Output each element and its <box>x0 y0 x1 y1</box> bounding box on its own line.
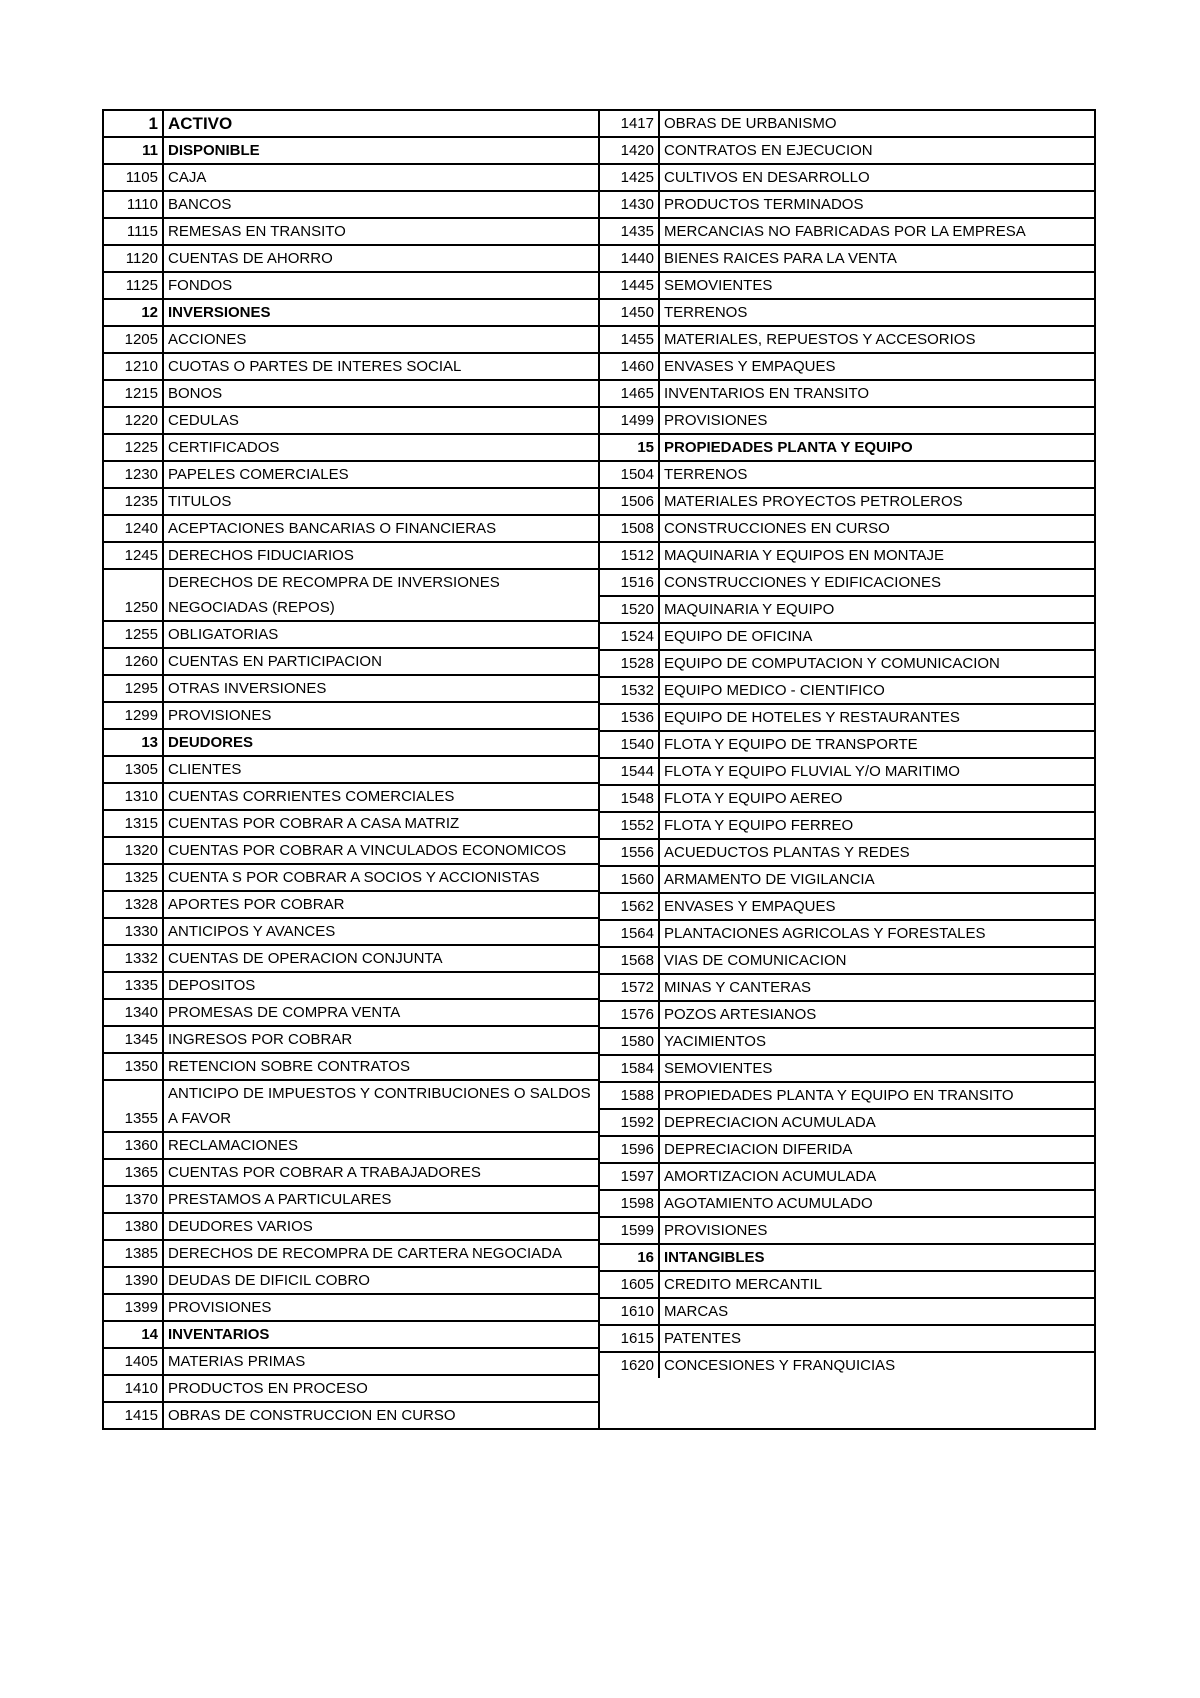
account-code: 1115 <box>104 218 163 245</box>
account-code: 1568 <box>600 947 659 974</box>
account-row <box>600 434 1094 461</box>
account-code: 1350 <box>104 1053 163 1080</box>
account-row <box>104 191 598 218</box>
account-name: PROVISIONES <box>163 1294 598 1321</box>
account-table <box>102 109 1096 1430</box>
account-code: 1445 <box>600 272 659 299</box>
account-name: BIENES RAICES PARA LA VENTA <box>659 245 1094 272</box>
account-name: OBRAS DE CONSTRUCCION EN CURSO <box>168 1407 456 1424</box>
account-code: 1596 <box>600 1136 659 1163</box>
account-code: 1584 <box>600 1055 659 1082</box>
account-row <box>600 1082 1094 1109</box>
account-name: ENVASES Y EMPAQUES <box>659 893 1094 920</box>
account-row <box>600 164 1094 191</box>
left-column <box>104 111 598 1428</box>
account-name: CUENTAS POR COBRAR A VINCULADOS ECONOMICOS <box>163 837 598 864</box>
account-code: 1125 <box>104 272 163 299</box>
account-row <box>104 1132 598 1159</box>
account-code: 1390 <box>104 1267 163 1294</box>
account-name: MERCANCIAS NO FABRICADAS POR LA EMPRESA <box>659 218 1094 245</box>
account-code: 1260 <box>104 648 163 675</box>
account-row <box>600 542 1094 569</box>
account-name: REMESAS EN TRANSITO <box>163 218 598 245</box>
account-name: OTRAS INVERSIONES <box>163 675 598 702</box>
account-name: TERRENOS <box>659 461 1094 488</box>
account-code: 1520 <box>600 596 659 623</box>
account-code: 1420 <box>600 137 659 164</box>
account-code: 1528 <box>600 650 659 677</box>
account-code: 1564 <box>600 920 659 947</box>
account-code: 1540 <box>600 731 659 758</box>
account-row <box>104 164 598 191</box>
account-code: 12 <box>104 299 163 326</box>
account-name: ANTICIPO DE IMPUESTOS Y CONTRIBUCIONES O SALDOS A FAVOR <box>163 1080 598 1132</box>
account-row <box>600 191 1094 218</box>
account-row <box>104 837 598 864</box>
account-row <box>104 1080 598 1132</box>
account-code: 1572 <box>600 974 659 1001</box>
account-row <box>600 704 1094 731</box>
account-row <box>600 407 1094 434</box>
account-row <box>600 1271 1094 1298</box>
account-row <box>600 677 1094 704</box>
account-row <box>104 918 598 945</box>
account-code: 1524 <box>600 623 659 650</box>
account-code: 1315 <box>104 810 163 837</box>
account-name: EQUIPO DE OFICINA <box>659 623 1094 650</box>
account-code: 14 <box>104 1321 163 1348</box>
account-row <box>600 1352 1094 1378</box>
account-name: TERRENOS <box>659 299 1094 326</box>
account-code: 15 <box>600 434 659 461</box>
account-code: 1599 <box>600 1217 659 1244</box>
account-row <box>600 596 1094 623</box>
account-row <box>600 1298 1094 1325</box>
account-row <box>600 1055 1094 1082</box>
account-code: 1215 <box>104 380 163 407</box>
account-code: 1455 <box>600 326 659 353</box>
account-code: 1399 <box>104 1294 163 1321</box>
account-row <box>104 111 598 137</box>
account-name: BANCOS <box>163 191 598 218</box>
account-code: 1552 <box>600 812 659 839</box>
account-name: INVENTARIOS <box>163 1321 598 1348</box>
account-row <box>600 731 1094 758</box>
account-code: 1105 <box>104 164 163 191</box>
account-row <box>104 434 598 461</box>
account-name: INVENTARIOS EN TRANSITO <box>659 380 1094 407</box>
account-name: SEMOVIENTES <box>659 1055 1094 1082</box>
account-name: CUENTAS POR COBRAR A CASA MATRIZ <box>163 810 598 837</box>
account-name: APORTES POR COBRAR <box>163 891 598 918</box>
account-row <box>104 972 598 999</box>
account-code: 1460 <box>600 353 659 380</box>
account-code: 1220 <box>104 407 163 434</box>
account-name: MINAS Y CANTERAS <box>659 974 1094 1001</box>
account-code: 1610 <box>600 1298 659 1325</box>
account-row <box>104 461 598 488</box>
account-name: CULTIVOS EN DESARROLLO <box>659 164 1094 191</box>
account-name: CUENTAS DE AHORRO <box>163 245 598 272</box>
account-row <box>600 1244 1094 1271</box>
account-row <box>600 218 1094 245</box>
account-row <box>600 353 1094 380</box>
account-row <box>600 1001 1094 1028</box>
account-code: 1504 <box>600 461 659 488</box>
account-row <box>104 1159 598 1186</box>
account-row <box>104 1348 598 1375</box>
account-code: 1340 <box>104 999 163 1026</box>
account-name: CONTRATOS EN EJECUCION <box>659 137 1094 164</box>
account-name: DEPOSITOS <box>163 972 598 999</box>
account-row <box>104 783 598 810</box>
account-row <box>600 785 1094 812</box>
account-row <box>600 380 1094 407</box>
account-name: CUOTAS O PARTES DE INTERES SOCIAL <box>163 353 598 380</box>
account-name: ACCIONES <box>163 326 598 353</box>
account-row <box>104 729 598 756</box>
account-name: CERTIFICADOS <box>163 434 598 461</box>
account-name: ACEPTACIONES BANCARIAS O FINANCIERAS <box>163 515 598 542</box>
account-code: 1562 <box>600 893 659 920</box>
account-name: FLOTA Y EQUIPO FERREO <box>659 812 1094 839</box>
account-row <box>600 245 1094 272</box>
account-code: 1615 <box>600 1325 659 1352</box>
account-code: 1328 <box>104 891 163 918</box>
account-name: POZOS ARTESIANOS <box>659 1001 1094 1028</box>
account-name: CONSTRUCCIONES EN CURSO <box>659 515 1094 542</box>
right-column <box>598 111 1094 1428</box>
account-row <box>104 621 598 648</box>
account-row <box>104 1026 598 1053</box>
account-code: 1380 <box>104 1213 163 1240</box>
account-row <box>600 866 1094 893</box>
account-code: 1230 <box>104 461 163 488</box>
account-row <box>104 515 598 542</box>
account-name: FLOTA Y EQUIPO DE TRANSPORTE <box>659 731 1094 758</box>
account-row <box>600 1136 1094 1163</box>
right-accounts-table <box>600 111 1094 1378</box>
account-row <box>104 1267 598 1294</box>
account-row <box>104 945 598 972</box>
account-row <box>600 488 1094 515</box>
account-row <box>104 1321 598 1348</box>
account-row <box>104 702 598 729</box>
account-name: ACTIVO <box>163 111 598 137</box>
account-row <box>600 569 1094 596</box>
account-name: CAJA <box>163 164 598 191</box>
account-row <box>600 1028 1094 1055</box>
account-code: 11 <box>104 137 163 164</box>
account-code: 1295 <box>104 675 163 702</box>
account-name: PRESTAMOS A PARTICULARES <box>163 1186 598 1213</box>
account-row <box>104 675 598 702</box>
account-code: 1512 <box>600 542 659 569</box>
account-code: 1532 <box>600 677 659 704</box>
account-row <box>600 111 1094 137</box>
account-row <box>600 758 1094 785</box>
account-name: ACUEDUCTOS PLANTAS Y REDES <box>659 839 1094 866</box>
account-row <box>600 650 1094 677</box>
account-name: DERECHOS DE RECOMPRA DE CARTERA NEGOCIADA <box>163 1240 598 1267</box>
account-row <box>104 218 598 245</box>
account-row <box>104 380 598 407</box>
account-code: 1576 <box>600 1001 659 1028</box>
account-row <box>104 407 598 434</box>
account-name: PROMESAS DE COMPRA VENTA <box>163 999 598 1026</box>
account-name: PROVISIONES <box>163 702 598 729</box>
account-name: DEUDAS DE DIFICIL COBRO <box>163 1267 598 1294</box>
account-code: 16 <box>600 1244 659 1271</box>
account-row <box>600 1217 1094 1244</box>
account-code: 1405 <box>104 1348 163 1375</box>
account-row <box>104 272 598 299</box>
account-name: OBLIGATORIAS <box>163 621 598 648</box>
account-name: TITULOS <box>163 488 598 515</box>
account-name: DERECHOS FIDUCIARIOS <box>163 542 598 569</box>
account-code: 1410 <box>104 1375 163 1402</box>
account-code: 1417 <box>600 111 659 137</box>
account-name: SEMOVIENTES <box>659 272 1094 299</box>
account-code: 1544 <box>600 758 659 785</box>
account-name: FONDOS <box>163 272 598 299</box>
account-code: 1 <box>104 111 163 137</box>
account-name: ANTICIPOS Y AVANCES <box>163 918 598 945</box>
account-code: 1385 <box>104 1240 163 1267</box>
account-row <box>104 1294 598 1321</box>
account-row <box>104 756 598 783</box>
account-code: 1330 <box>104 918 163 945</box>
account-row <box>104 326 598 353</box>
account-code: 1430 <box>600 191 659 218</box>
account-name: PROVISIONES <box>659 407 1094 434</box>
account-name: VIAS DE COMUNICACION <box>659 947 1094 974</box>
account-code: 1516 <box>600 569 659 596</box>
account-name: PATENTES <box>659 1325 1094 1352</box>
account-code: 1360 <box>104 1132 163 1159</box>
account-name: CUENTA S POR COBRAR A SOCIOS Y ACCIONISTAS <box>163 864 598 891</box>
account-name: DISPONIBLE <box>163 137 598 164</box>
account-name: INVERSIONES <box>163 299 598 326</box>
account-row <box>104 569 598 621</box>
account-code: 1605 <box>600 1271 659 1298</box>
account-code: 1435 <box>600 218 659 245</box>
account-row <box>104 1402 598 1428</box>
account-code: 1355 <box>104 1080 163 1132</box>
account-name: DEPRECIACION DIFERIDA <box>659 1136 1094 1163</box>
account-row <box>104 1186 598 1213</box>
account-row <box>104 1375 598 1402</box>
account-code: 1245 <box>104 542 163 569</box>
account-name: ENVASES Y EMPAQUES <box>659 353 1094 380</box>
account-name: DERECHOS DE RECOMPRA DE INVERSIONES NEGOCIADAS (REPOS) <box>163 569 598 621</box>
account-row <box>600 299 1094 326</box>
account-name: MAQUINARIA Y EQUIPOS EN MONTAJE <box>659 542 1094 569</box>
account-row <box>104 1053 598 1080</box>
account-name: MATERIALES PROYECTOS PETROLEROS <box>659 488 1094 515</box>
account-row <box>600 623 1094 650</box>
account-name: CONCESIONES Y FRANQUICIAS <box>664 1357 896 1374</box>
account-row <box>600 974 1094 1001</box>
account-code: 1588 <box>600 1082 659 1109</box>
account-row <box>104 648 598 675</box>
account-code: 1440 <box>600 245 659 272</box>
account-code: 1450 <box>600 299 659 326</box>
account-row <box>600 839 1094 866</box>
account-name: CUENTAS POR COBRAR A TRABAJADORES <box>163 1159 598 1186</box>
account-code: 1299 <box>104 702 163 729</box>
account-code: 1110 <box>104 191 163 218</box>
account-name: CUENTAS DE OPERACION CONJUNTA <box>163 945 598 972</box>
account-name: PAPELES COMERCIALES <box>163 461 598 488</box>
account-row <box>600 812 1094 839</box>
account-code: 1310 <box>104 783 163 810</box>
account-name: PROPIEDADES PLANTA Y EQUIPO <box>659 434 1094 461</box>
account-name: EQUIPO DE HOTELES Y RESTAURANTES <box>659 704 1094 731</box>
account-name: PRODUCTOS EN PROCESO <box>163 1375 598 1402</box>
account-code: 1370 <box>104 1186 163 1213</box>
account-name: DEUDORES VARIOS <box>163 1213 598 1240</box>
account-name: RETENCION SOBRE CONTRATOS <box>163 1053 598 1080</box>
account-code: 1250 <box>104 569 163 621</box>
account-row <box>104 353 598 380</box>
account-code: 1365 <box>104 1159 163 1186</box>
account-row <box>104 137 598 164</box>
account-row <box>104 864 598 891</box>
account-code: 13 <box>104 729 163 756</box>
account-row <box>104 1240 598 1267</box>
account-name: DEPRECIACION ACUMULADA <box>659 1109 1094 1136</box>
account-code: 1120 <box>104 245 163 272</box>
account-code: 1320 <box>104 837 163 864</box>
account-name: MAQUINARIA Y EQUIPO <box>659 596 1094 623</box>
account-code: 1225 <box>104 434 163 461</box>
account-code: 1235 <box>104 488 163 515</box>
account-code: 1335 <box>104 972 163 999</box>
account-name: EQUIPO DE COMPUTACION Y COMUNICACION <box>659 650 1094 677</box>
account-row <box>600 947 1094 974</box>
account-row <box>104 999 598 1026</box>
account-row <box>104 299 598 326</box>
account-name: CUENTAS EN PARTICIPACION <box>163 648 598 675</box>
account-name: YACIMIENTOS <box>659 1028 1094 1055</box>
account-code: 1205 <box>104 326 163 353</box>
account-row <box>600 920 1094 947</box>
account-row <box>600 1190 1094 1217</box>
account-name: CONSTRUCCIONES Y EDIFICACIONES <box>659 569 1094 596</box>
account-code: 1536 <box>600 704 659 731</box>
account-code: 1325 <box>104 864 163 891</box>
account-name: INGRESOS POR COBRAR <box>163 1026 598 1053</box>
account-row <box>104 542 598 569</box>
account-row <box>600 1163 1094 1190</box>
account-name: PRODUCTOS TERMINADOS <box>659 191 1094 218</box>
account-name: FLOTA Y EQUIPO FLUVIAL Y/O MARITIMO <box>659 758 1094 785</box>
account-name: BONOS <box>163 380 598 407</box>
account-code: 1592 <box>600 1109 659 1136</box>
account-name: PROVISIONES <box>659 1217 1094 1244</box>
account-code: 1425 <box>600 164 659 191</box>
account-row <box>600 272 1094 299</box>
account-name: MATERIAS PRIMAS <box>163 1348 598 1375</box>
account-code: 1580 <box>600 1028 659 1055</box>
account-code: 1560 <box>600 866 659 893</box>
account-code: 1556 <box>600 839 659 866</box>
account-name: PROPIEDADES PLANTA Y EQUIPO EN TRANSITO <box>659 1082 1094 1109</box>
account-code: 1415 <box>104 1402 163 1428</box>
account-row <box>600 515 1094 542</box>
account-row <box>600 1325 1094 1352</box>
account-code: 1598 <box>600 1190 659 1217</box>
account-code: 1305 <box>104 756 163 783</box>
account-code: 1345 <box>104 1026 163 1053</box>
account-name: AMORTIZACION ACUMULADA <box>659 1163 1094 1190</box>
account-name: ARMAMENTO DE VIGILANCIA <box>659 866 1094 893</box>
account-name: AGOTAMIENTO ACUMULADO <box>659 1190 1094 1217</box>
account-code: 1240 <box>104 515 163 542</box>
account-name: FLOTA Y EQUIPO AEREO <box>659 785 1094 812</box>
account-code: 1620 <box>600 1352 659 1378</box>
account-name: EQUIPO MEDICO - CIENTIFICO <box>659 677 1094 704</box>
account-code: 1597 <box>600 1163 659 1190</box>
account-name: CUENTAS CORRIENTES COMERCIALES <box>163 783 598 810</box>
account-row <box>600 1109 1094 1136</box>
account-code: 1255 <box>104 621 163 648</box>
account-name: CLIENTES <box>163 756 598 783</box>
account-row <box>104 245 598 272</box>
account-row <box>104 891 598 918</box>
account-name: OBRAS DE URBANISMO <box>659 111 1094 137</box>
account-code: 1508 <box>600 515 659 542</box>
account-code: 1548 <box>600 785 659 812</box>
account-name: PLANTACIONES AGRICOLAS Y FORESTALES <box>659 920 1094 947</box>
account-row <box>600 461 1094 488</box>
left-accounts-table <box>104 111 598 1428</box>
account-name: MATERIALES, REPUESTOS Y ACCESORIOS <box>659 326 1094 353</box>
account-row <box>600 893 1094 920</box>
account-row <box>104 488 598 515</box>
account-code: 1332 <box>104 945 163 972</box>
account-code: 1465 <box>600 380 659 407</box>
account-name: CEDULAS <box>163 407 598 434</box>
account-code: 1499 <box>600 407 659 434</box>
account-row <box>600 137 1094 164</box>
account-code: 1506 <box>600 488 659 515</box>
account-name: MARCAS <box>659 1298 1094 1325</box>
account-name: DEUDORES <box>163 729 598 756</box>
account-row <box>104 1213 598 1240</box>
account-name: INTANGIBLES <box>659 1244 1094 1271</box>
account-name: CREDITO MERCANTIL <box>659 1271 1094 1298</box>
account-row <box>104 810 598 837</box>
account-code: 1210 <box>104 353 163 380</box>
account-row <box>600 326 1094 353</box>
account-name: RECLAMACIONES <box>163 1132 598 1159</box>
